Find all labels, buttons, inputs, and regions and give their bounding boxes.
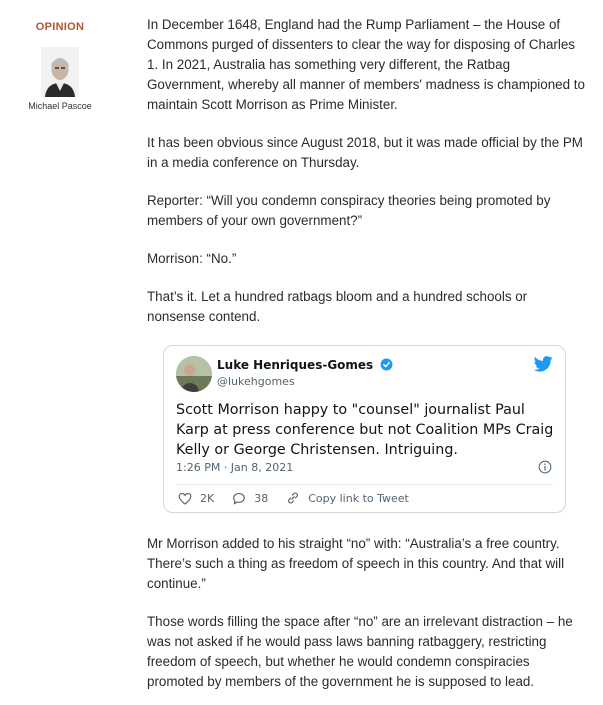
like-button[interactable]: [178, 492, 214, 505]
author-name[interactable]: Michael Pascoe: [28, 101, 92, 111]
copy-link-label: Copy link to Tweet: [308, 491, 409, 505]
paragraph: Morrison: “No.”: [147, 251, 237, 266]
tweet-text: Scott Morrison happy to "counsel" journalist Paul Karp at press conference but not Coalition MPs Craig Kelly or George Christensen. Intriguing.: [176, 402, 554, 458]
tweet-divider: [176, 484, 553, 485]
verified-badge-icon: [380, 358, 393, 374]
tweet-author-name-text[interactable]: Luke Henriques-Gomes: [217, 358, 374, 372]
paragraph: That’s it. Let a hundred ratbags bloom and a hundred schools or nonsense contend.: [147, 289, 528, 324]
tweet-timestamp[interactable]: 1:26 PM · Jan 8, 2021: [176, 461, 294, 474]
paragraph: Reporter: “Will you condemn conspiracy theories being promoted by members of your own government?”: [147, 193, 551, 228]
tweet-author-handle[interactable]: @lukehgomes: [217, 375, 295, 388]
author-photo: [41, 47, 79, 97]
twitter-bird-icon[interactable]: [534, 356, 553, 376]
link-icon: [286, 491, 300, 505]
copy-link-button[interactable]: [286, 491, 409, 505]
reply-icon: [232, 492, 246, 505]
reply-count: 38: [254, 491, 269, 505]
info-icon[interactable]: [538, 459, 552, 478]
reply-button[interactable]: [232, 492, 268, 505]
like-count: 2K: [200, 491, 215, 505]
tweet-actions: [178, 491, 427, 505]
section-label: OPINION: [35, 21, 85, 33]
paragraph: In December 1648, England had the Rump Parliament – the House of Commons purged of dissenters to clear the way for disposing of Charles 1. In 2021, Australia has something very different, the Ratbag Government, whereby all manner of members' madness is championed to maintain Scott Morrison as Prime Minister.: [147, 17, 585, 112]
paragraph: It has been obvious since August 2018, but it was made official by the PM in a media conference on Thursday.: [147, 135, 583, 170]
embedded-tweet[interactable]: [163, 345, 566, 513]
heart-icon: [178, 492, 192, 505]
paragraph: Mr Morrison added to his straight “no” with: “Australia’s a free country. There’s such a thing as freedom of speech in this country. And that will continue.”: [147, 536, 565, 591]
tweet-avatar[interactable]: [176, 356, 212, 392]
paragraph: Those words filling the space after “no” are an irrelevant distraction – he was not asked if he would pass laws banning ratbaggery, restricting freedom of speech, but whether he would condemn conspiracies promoted by members of the government he is supposed to lead.: [147, 614, 573, 689]
tweet-author-name[interactable]: [217, 358, 393, 374]
